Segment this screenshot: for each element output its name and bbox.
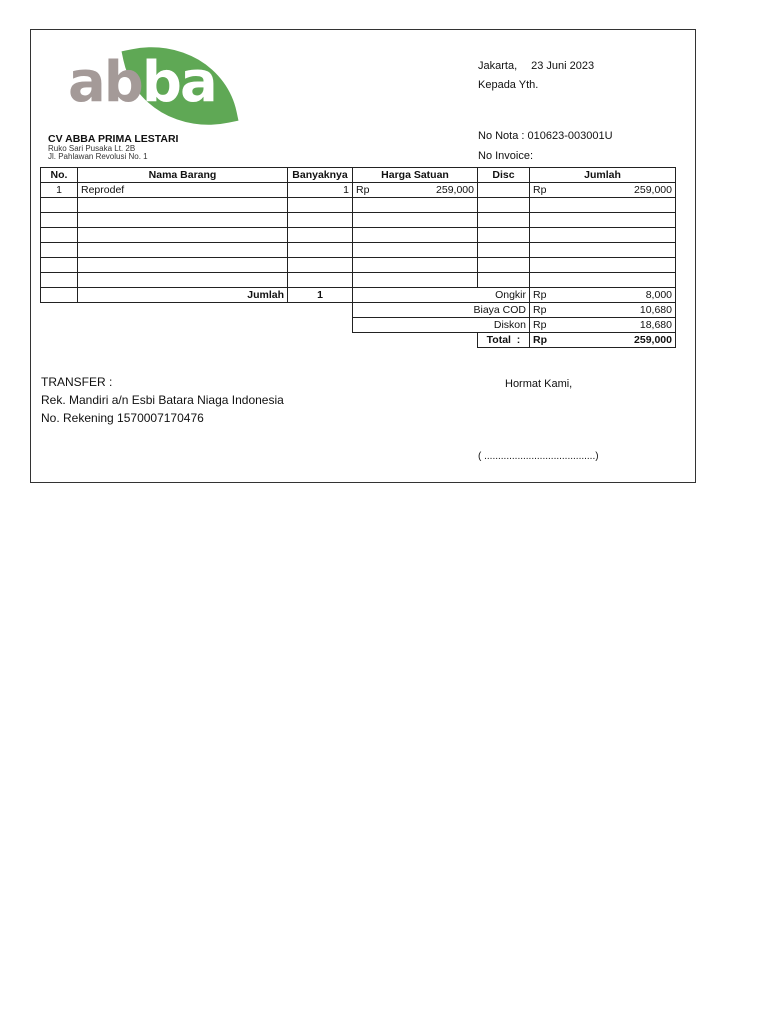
company-address-2: Jl. Pahlawan Revolusi No. 1 [48, 152, 148, 161]
table-row [41, 273, 676, 288]
invoice-page [30, 29, 696, 483]
ongkir-value: Rp 8,000 [530, 288, 676, 303]
row-harga: Rp 259,000 [353, 183, 478, 198]
table-row [41, 258, 676, 273]
ongkir-label: Ongkir [353, 288, 530, 303]
closing-greeting: Hormat Kami, [505, 378, 573, 390]
row-jumlah: Rp 259,000 [530, 183, 676, 198]
company-address-1: Ruko Sari Pusaka Lt. 2B [48, 144, 136, 153]
signature-line: ( ........................................) [478, 451, 599, 462]
table-row [41, 243, 676, 258]
total-label: Total : [478, 333, 530, 348]
items-table [40, 167, 676, 348]
col-nama-barang: Nama Barang [78, 168, 288, 183]
total-row [41, 333, 676, 348]
table-row [41, 213, 676, 228]
row-nama: Reprodef [78, 183, 288, 198]
logo-text-grey: ab [68, 50, 142, 115]
transfer-bank: Rek. Mandiri a/n Esbi Batara Niaga Indonesia [41, 393, 284, 407]
total-value: Rp 259,000 [530, 333, 676, 348]
date: 23 Juni 2023 [531, 60, 595, 72]
table-row [41, 198, 676, 213]
col-banyaknya: Banyaknya [288, 168, 353, 183]
table-row [41, 183, 676, 198]
col-disc: Disc [478, 168, 530, 183]
row-disc [478, 183, 530, 198]
table-row [41, 228, 676, 243]
jumlah-qty: 1 [288, 288, 353, 303]
transfer-account: No. Rekening 1570007170476 [41, 411, 204, 425]
col-jumlah: Jumlah [530, 168, 676, 183]
jumlah-row [41, 288, 676, 303]
cod-label: Biaya COD [353, 303, 530, 318]
cod-row [41, 303, 676, 318]
col-harga-satuan: Harga Satuan [353, 168, 478, 183]
transfer-title: TRANSFER : [41, 375, 113, 389]
company-name: CV ABBA PRIMA LESTARI [48, 133, 179, 145]
cod-value: Rp 10,680 [530, 303, 676, 318]
row-no: 1 [41, 183, 78, 198]
row-qty: 1 [288, 183, 353, 198]
nota-number: No Nota : 010623-003001U [478, 130, 613, 142]
jumlah-label: Jumlah [78, 288, 288, 303]
diskon-label: Diskon [353, 318, 530, 333]
diskon-row [41, 318, 676, 333]
city: Jakarta, [478, 60, 518, 72]
date-line [478, 60, 594, 72]
col-no: No. [41, 168, 78, 183]
logo-text-white: ba [141, 50, 216, 115]
company-logo [68, 40, 228, 136]
table-header-row [41, 168, 676, 183]
recipient-label: Kepada Yth. [478, 79, 539, 91]
invoice-number: No Invoice: [478, 150, 534, 162]
diskon-value: Rp 18,680 [530, 318, 676, 333]
